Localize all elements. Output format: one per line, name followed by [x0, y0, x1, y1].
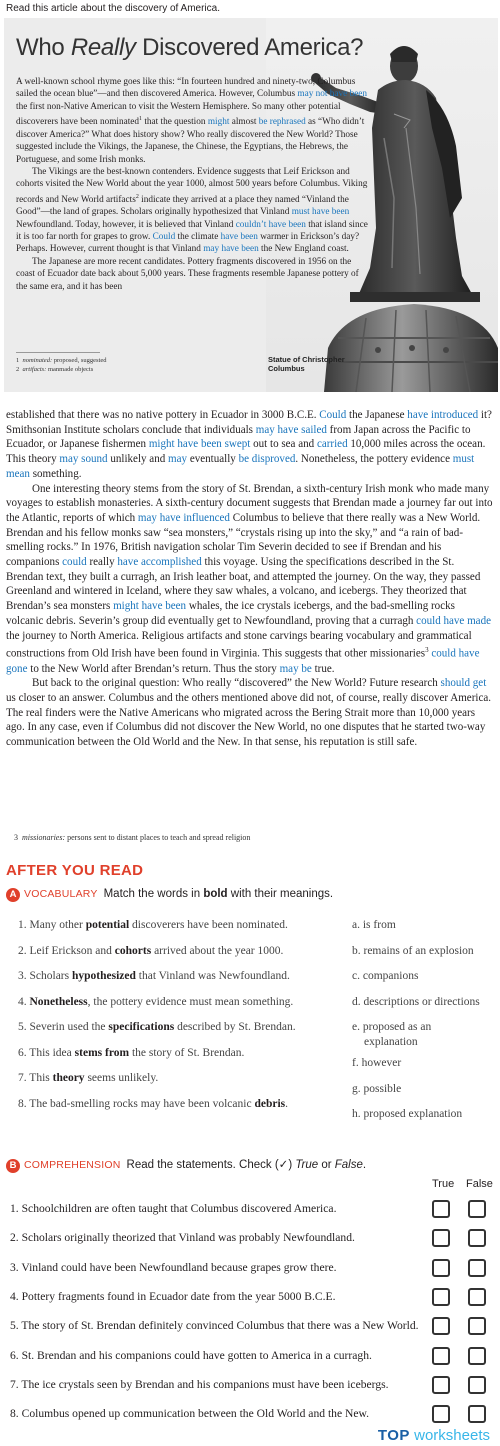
statement-text: 4. Pottery fragments found in Ecuador date from the year 5000 B.C.E.: [10, 1289, 336, 1303]
footnote-bottom: 3 missionaries: persons sent to distant places to teach and spread religion: [14, 833, 251, 842]
vocab-meaning-option: c. companions: [352, 970, 419, 982]
true-checkbox[interactable]: [432, 1259, 450, 1277]
statement-text: 2. Scholars originally theorized that Vinland was probably Newfoundland.: [10, 1231, 355, 1245]
true-column-header: True: [432, 1178, 455, 1190]
vocab-sentence: 2. Leif Erickson and cohorts arrived about the year 1000.: [18, 944, 284, 957]
article-panel: [4, 18, 498, 392]
comprehension-row: [10, 1374, 490, 1396]
comprehension-row: [10, 1198, 490, 1220]
statement-text: 7. The ice crystals seen by Brendan and his companions must have been icebergs.: [10, 1377, 389, 1391]
false-column-header: False: [466, 1178, 493, 1190]
comprehension-row: [10, 1403, 490, 1425]
comprehension-row: [10, 1257, 490, 1279]
vocab-sentence: 6. This idea stems from the story of St. Brendan.: [18, 1046, 245, 1059]
comprehension-row: [10, 1286, 490, 1308]
vocab-meaning-option: f. however: [352, 1057, 402, 1069]
false-checkbox[interactable]: [468, 1259, 486, 1277]
vocab-sentence: 1. Many other potential discoverers have been nominated.: [18, 919, 288, 931]
vocab-sentence: 8. The bad-smelling rocks may have been volcanic debris.: [18, 1097, 288, 1110]
vocab-sentence: 5. Severin used the specifications described by St. Brendan.: [18, 1021, 296, 1033]
vocab-meaning-option: g. possible: [352, 1082, 402, 1095]
true-checkbox[interactable]: [432, 1229, 450, 1247]
vocab-meaning-option: e. proposed as an explanation: [352, 1021, 432, 1048]
section-a-badge: A: [6, 888, 20, 902]
statement-text: 8. Columbus opened up communication between the Old World and the New.: [10, 1407, 370, 1421]
true-checkbox[interactable]: [432, 1347, 450, 1365]
image-caption: Statue of Christopher Columbus: [268, 355, 345, 373]
false-checkbox[interactable]: [468, 1347, 486, 1365]
article-body-top: A well-known school rhyme goes like this: “In fourteen hundred and ninety-two, Columbus sailed the ocean blue”—and then discovered America. However, Columbus may not have been the first non-Native American to visit the Western Hemisphere. So many other potential discoverers have been nominated$^1$ that the question might almost be rephrased as “Who didn’t discover America?” What does history show? Who really discovered the New World? Those suggested include the Vikings, the Japanese, the Chinese, the Egyptians, the Hebrews, the Portuguese, and some Irish monks. The Vikings are the best-known contenders. Evidence suggests that Leif Erickson and cohorts visited the New World about the year 1000, almost 500 years before Columbus. Viking records and New World artifacts$^2$ indicate they arrived at a place they named “Vinland the Good”—the land of grapes. Scholars originally hypothesized that Vinland must have been Newfoundland. Today, however, it is believed that Vinland couldn’t have been that island since it is too far north for grapes to grow. Could the climate have been warmer in Erickson’s day? Perhaps. However, current thought is that Vinland may have been the New England coast. The Japanese are more recent candidates. Pottery fragments discovered in 1956 on the coast of Ecuador date back about 5,000 years. These fragments resemble Japanese pottery of the same era, and it has been: [16, 77, 368, 292]
vocab-meaning-option: d. descriptions or directions: [352, 995, 480, 1008]
vocab-sentence: 7. This theory seems unlikely.: [18, 1072, 159, 1084]
reading-instruction: Read this article about the discovery of America.: [6, 3, 220, 14]
statement-text: 3. Vinland could have been Newfoundland because grapes grow there.: [10, 1260, 337, 1274]
vocab-meaning-option: a. is from: [352, 919, 396, 931]
vocab-sentence: 3. Scholars hypothesized that Vinland was Newfoundland.: [18, 970, 290, 982]
comprehension-row: [10, 1227, 490, 1249]
comprehension-heading: B COMPREHENSION Read the statements. Check (✓) True or False.: [6, 1157, 366, 1173]
false-checkbox[interactable]: [468, 1229, 486, 1247]
vocab-meaning-option: b. remains of an explosion: [352, 944, 474, 957]
false-checkbox[interactable]: [468, 1288, 486, 1306]
footnote-rule: [16, 352, 100, 353]
false-checkbox[interactable]: [468, 1405, 486, 1423]
true-checkbox[interactable]: [432, 1405, 450, 1423]
statement-text: 6. St. Brendan and his companions could have gotten to America in a curragh.: [10, 1348, 372, 1362]
true-checkbox[interactable]: [432, 1288, 450, 1306]
false-checkbox[interactable]: [468, 1317, 486, 1335]
true-checkbox[interactable]: [432, 1317, 450, 1335]
statement-text: 5. The story of St. Brendan definitely convinced Columbus that there was a New World.: [10, 1319, 419, 1333]
comprehension-row: [10, 1315, 490, 1337]
section-b-badge: B: [6, 1159, 20, 1173]
true-checkbox[interactable]: [432, 1376, 450, 1394]
vocabulary-heading: A VOCABULARY Match the words in bold with their meanings.: [6, 888, 333, 902]
false-checkbox[interactable]: [468, 1200, 486, 1218]
after-you-read-heading: AFTER YOU READ: [6, 862, 144, 879]
topworksheets-logo: TOP worksheets: [377, 1427, 490, 1444]
vocabulary-meanings: [352, 918, 492, 1133]
article-title: Who Really Discovered America?: [16, 34, 364, 61]
true-checkbox[interactable]: [432, 1200, 450, 1218]
false-checkbox[interactable]: [468, 1376, 486, 1394]
statement-text: 1. Schoolchildren are often taught that Columbus discovered America.: [10, 1202, 337, 1215]
vocabulary-sentences: [18, 918, 338, 1122]
vocab-sentence: 4. Nonetheless, the pottery evidence must mean something.: [18, 995, 294, 1008]
footnotes-top: 1 nominated: proposed, suggested 2 artifacts: manmade objects: [16, 357, 107, 373]
comprehension-row: [10, 1345, 490, 1367]
vocab-meaning-option: h. proposed explanation: [352, 1108, 463, 1120]
article-body-continued: established that there was no native pottery in Ecuador in 3000 B.C.E. Could the Japanese have introduced it? Smithsonian Institute scholars conclude that individuals may have sailed from Japan across the Pacific to Ecuador, or Japanese fishermen might have been swept out to sea and carried 10,000 miles across the ocean. This theory may sound unlikely and may eventually be disproved. Nonetheless, the pottery evidence must mean something. One interesting theory stems from the story of St. Brendan, a sixth-century Irish monk who made many voyages to establish monasteries. A sixth-century document suggests that Brendan made a journey far out into the Atlantic, reports of which may have influenced Columbus to believe that there really was a New World. Brendan and his fellow monks saw “sea monsters,” “crystals rising up into the sky,” and “a rain of bad-smelling rocks.” In 1976, British navigation scholar Tim Severin decided to see if Brendan and his companions could really have accomplished this voyage. Using the specifications described in the St. Brendan text, they built a curragh, an Irish leather boat, and attempted the journey. On the way, they passed Greenland and wintered in Iceland, where they saw whales, a volcano, and icebergs. They theorized that Brendan’s sea monsters might have been whales, the ice crystals icebergs, and the bad-smelling rocks volcanic debris. Severin’s group did eventually get to Newfoundland, proving that a curragh could have made the journey to North America. Religious artifacts and stone carvings bearing vocabulary and grammatical constructions from Old Irish have been found in Virginia. This suggests that other missionaries$^3$ could have gone to the New World after Brendan’s return. Thus the story may be true. But back to the original question: Who really “discovered” the New World? Future research should get us closer to an answer. Columbus and the others mentioned above did not, of course, really discover America. The real finders were the Native Americans who migrated across the Bering Strait more than 10,000 years ago. In any case, even if Columbus did not discover the New World, no one disputes that he started two-way communication between the Old World and the New. In that sense, his reputation is still safe.: [6, 409, 493, 749]
